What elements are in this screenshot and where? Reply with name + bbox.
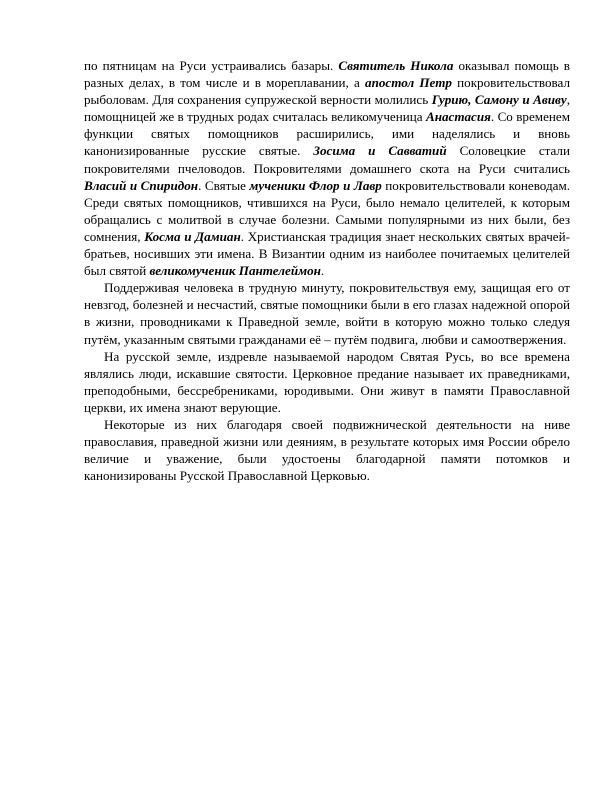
saint-name: Святитель Никола: [338, 58, 454, 73]
paragraph: [84, 348, 570, 416]
saint-name: Зосима и Савватий: [313, 143, 447, 159]
saint-name: Анастасия: [425, 109, 491, 125]
document-body: [84, 57, 570, 484]
saint-name: Косма и Дамиан: [144, 228, 241, 244]
text-run: Поддерживая человека в трудную минуту, покровительствуя ему, защищая его от невзгод, болезней и несчастий, святые помощники были в его глазах надежной опорой в жизни, проводниками к Праведной земле, войти в которую можно только следуя путём, указанным святыми гражданами её – путём подвига, любви и самоотвержения.: [84, 280, 570, 347]
text-run: покровительствовал рыболовам. Для сохранения супружеской верности молились: [84, 75, 571, 108]
paragraph: [84, 416, 570, 484]
saint-name: великомученик Пантелеймон: [149, 263, 321, 279]
text-run: На русской земле, издревле называемой народом Святая Русь, во все времена являлись люди, искавшие святости. Церковное предание называет их праведниками, преподобными, бессребрениками, юродивыми. Они живут в памяти Православной церкви, их имена знают верующие.: [84, 348, 570, 415]
saint-name: Гурию, Самону и Авиву: [431, 92, 567, 108]
text-run: Соловецкие стали покровителями пчеловодов. Покровителями домашнего скота на Руси считались: [84, 143, 570, 176]
text-run: , помощницей же в трудных родах считалась великомученица: [84, 92, 570, 125]
paragraph: [84, 279, 570, 347]
text-run: . Христианская традиция знает нескольких святых врачей-братьев, носивших эти имена. В Византии одним из наиболее почитаемых целителей был святой: [84, 228, 570, 279]
saint-name: Власий и Спиридон: [84, 177, 199, 193]
text-run: .: [320, 263, 325, 279]
text-run: Некоторые из них благодаря своей подвижнической деятельности на ниве православия, праведной жизни или деяниям, в результате которых имя России обрело величие и уважение, были удостоены благодарной памяти потомков и канонизированы Русской Православной Церковью.: [84, 416, 570, 484]
text-run: . Святые: [198, 177, 250, 193]
text-run: . Со временем функции святых помощников расширились, ими наделялись и вновь канонизированные русские святые.: [84, 109, 570, 159]
text-run: по пятницам на Руси устраивались базары.: [84, 58, 339, 73]
saint-name: мученики Флор и Лавр: [249, 177, 382, 193]
paragraph: [84, 57, 570, 279]
saint-name: апостол Петр: [365, 75, 452, 91]
text-run: оказывал помощь в разных делах, в том числе и в мореплавании, а: [84, 58, 570, 91]
text-run: покровительствовали коневодам. Среди святых помощников, чтившихся на Руси, было немало целителей, к которым обращались с молитвой в случае болезни. Самыми популярными из них были, без сомнения,: [84, 177, 570, 244]
